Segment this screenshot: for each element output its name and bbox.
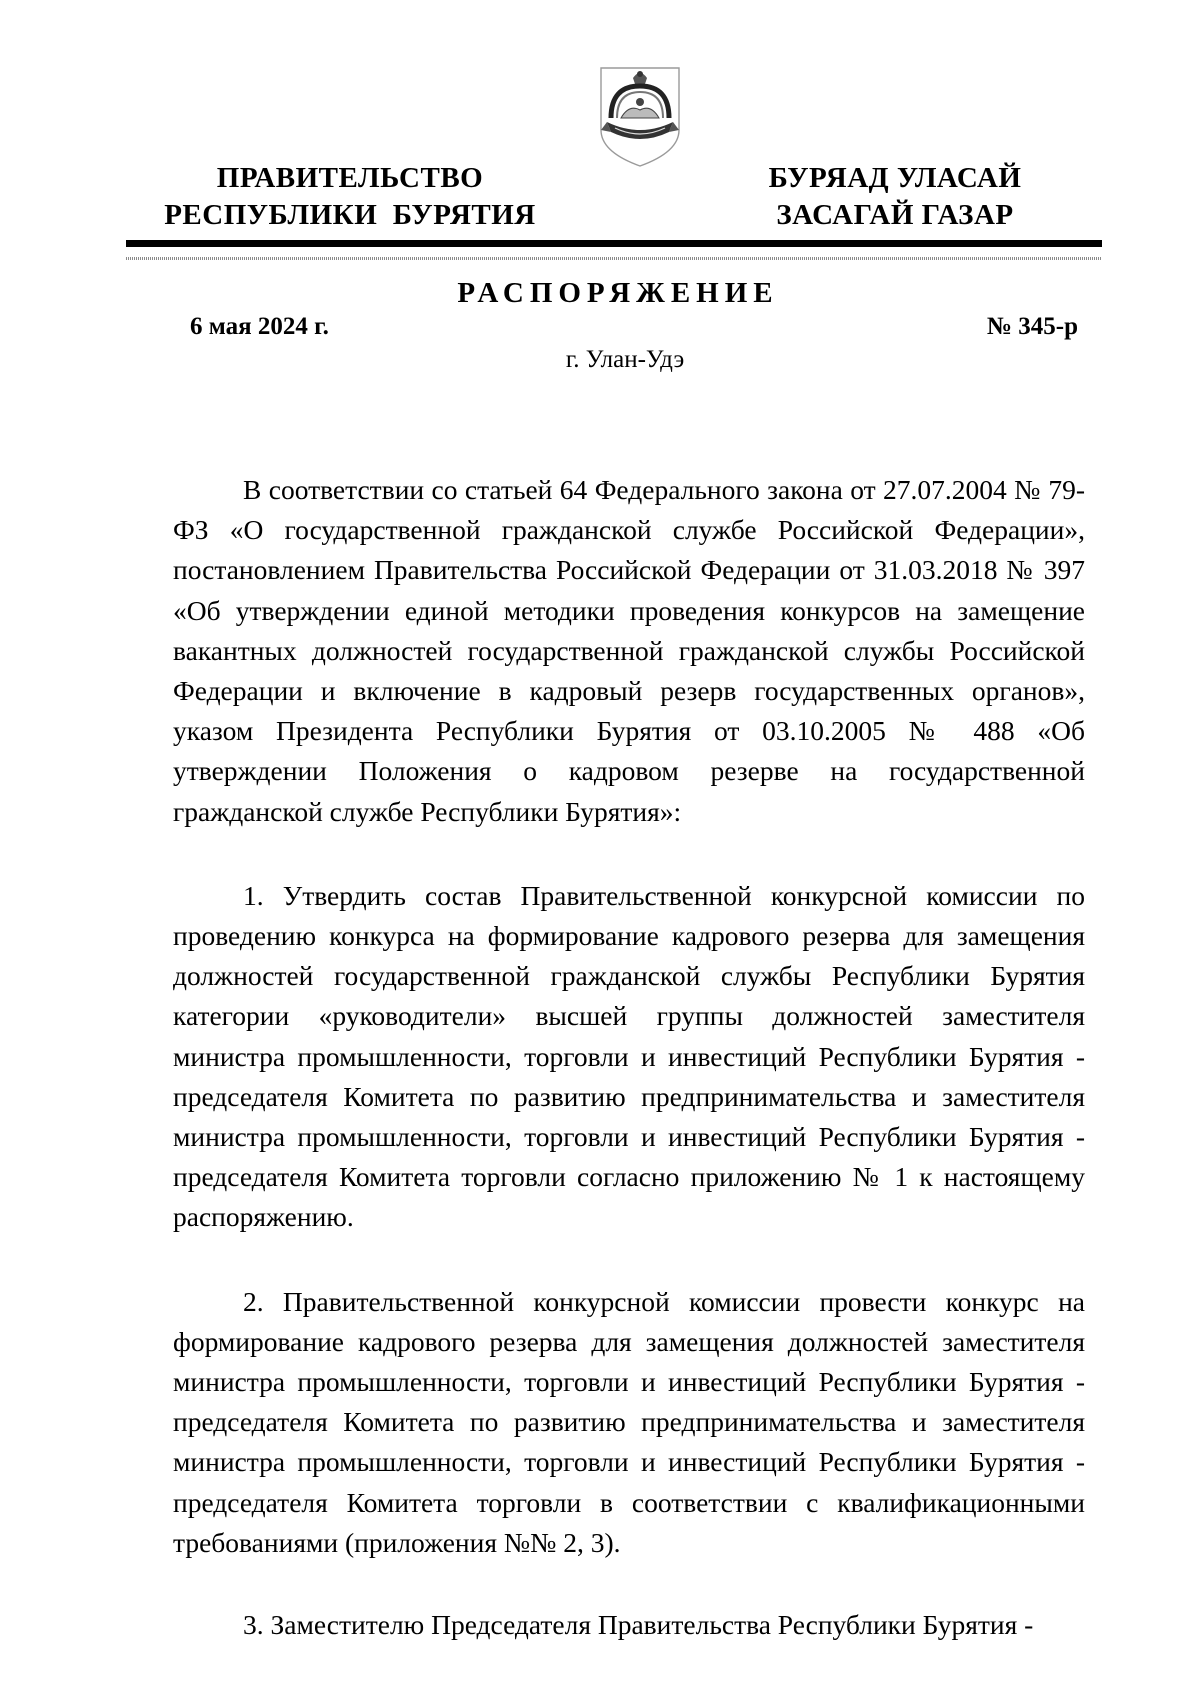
item-paragraph-1: 1. Утвердить состав Правительственной конкурсной комиссии по проведению конкурса на формирование кадрового резерва для замещения должностей государственной гражданской службы Республики Бурятия категории «руководители» высшей группы должностей заместителя министра промышленности, торговли и инвестиций Республики Бурятия - председателя Комитета по развитию предпринимательства и заместителя министра промышленности, торговли и инвестиций Республики Бурятия - председателя Комитета торговли согласно приложению № 1 к настоящему распоряжению.: [173, 879, 1085, 1233]
document-number: № 345-р: [986, 313, 1078, 340]
document-date: 6 мая 2024 г.: [190, 313, 329, 340]
document-city: г. Улан-Удэ: [565, 346, 685, 373]
coat-of-arms-icon: [597, 60, 683, 170]
organization-name-line: ПРАВИТЕЛЬСТВО: [216, 162, 484, 194]
organization-name-line: ЗАСАГАЙ ГАЗАР: [776, 199, 1014, 231]
organization-name-line: БУРЯАД УЛАСАЙ: [768, 162, 1022, 194]
item-paragraph-2: 2. Правительственной конкурсной комиссии провести конкурс на формирование кадрового резерва для замещения должностей заместителя министра промышленности, торговли и инвестиций Республики Бурятия - председателя Комитета по развитию предпринимательства и заместителя министра промышленности, торговли и инвестиций Республики Бурятия - председателя Комитета торговли в соответствии с квалификационными требованиями (приложения №№ 2, 3).: [173, 1285, 1085, 1558]
document-title: РАСПОРЯЖЕНИЕ: [457, 277, 779, 309]
organization-name-bua: [735, 160, 1055, 234]
organization-name-line: РЕСПУБЛИКИ БУРЯТИЯ: [164, 199, 536, 231]
header-divider-thin: [126, 257, 1102, 260]
preamble-paragraph: В соответствии со статьей 64 Федерального закона от 27.07.2004 № 79-ФЗ «О государственной гражданской службе Российской Федерации», постановлением Правительства Российской Федерации от 31.03.2018 № 397 «Об утверждении единой методики проведения конкурсов на замещение вакантных должностей государственной гражданской службы Российской Федерации и включение в кадровый резерв государственных органов», указом Президента Республики Бурятия от 03.10.2005 № 488 «Об утверждении Положения о кадровом резерве на государственной гражданской службе Республики Бурятия»:: [173, 474, 1085, 827]
organization-name-ru: [160, 160, 540, 234]
document-body: [173, 470, 1085, 1645]
header-divider-thick: [126, 240, 1102, 247]
item-paragraph-3: 3. Заместителю Председателя Правительства Республики Бурятия -: [243, 1609, 1034, 1641]
